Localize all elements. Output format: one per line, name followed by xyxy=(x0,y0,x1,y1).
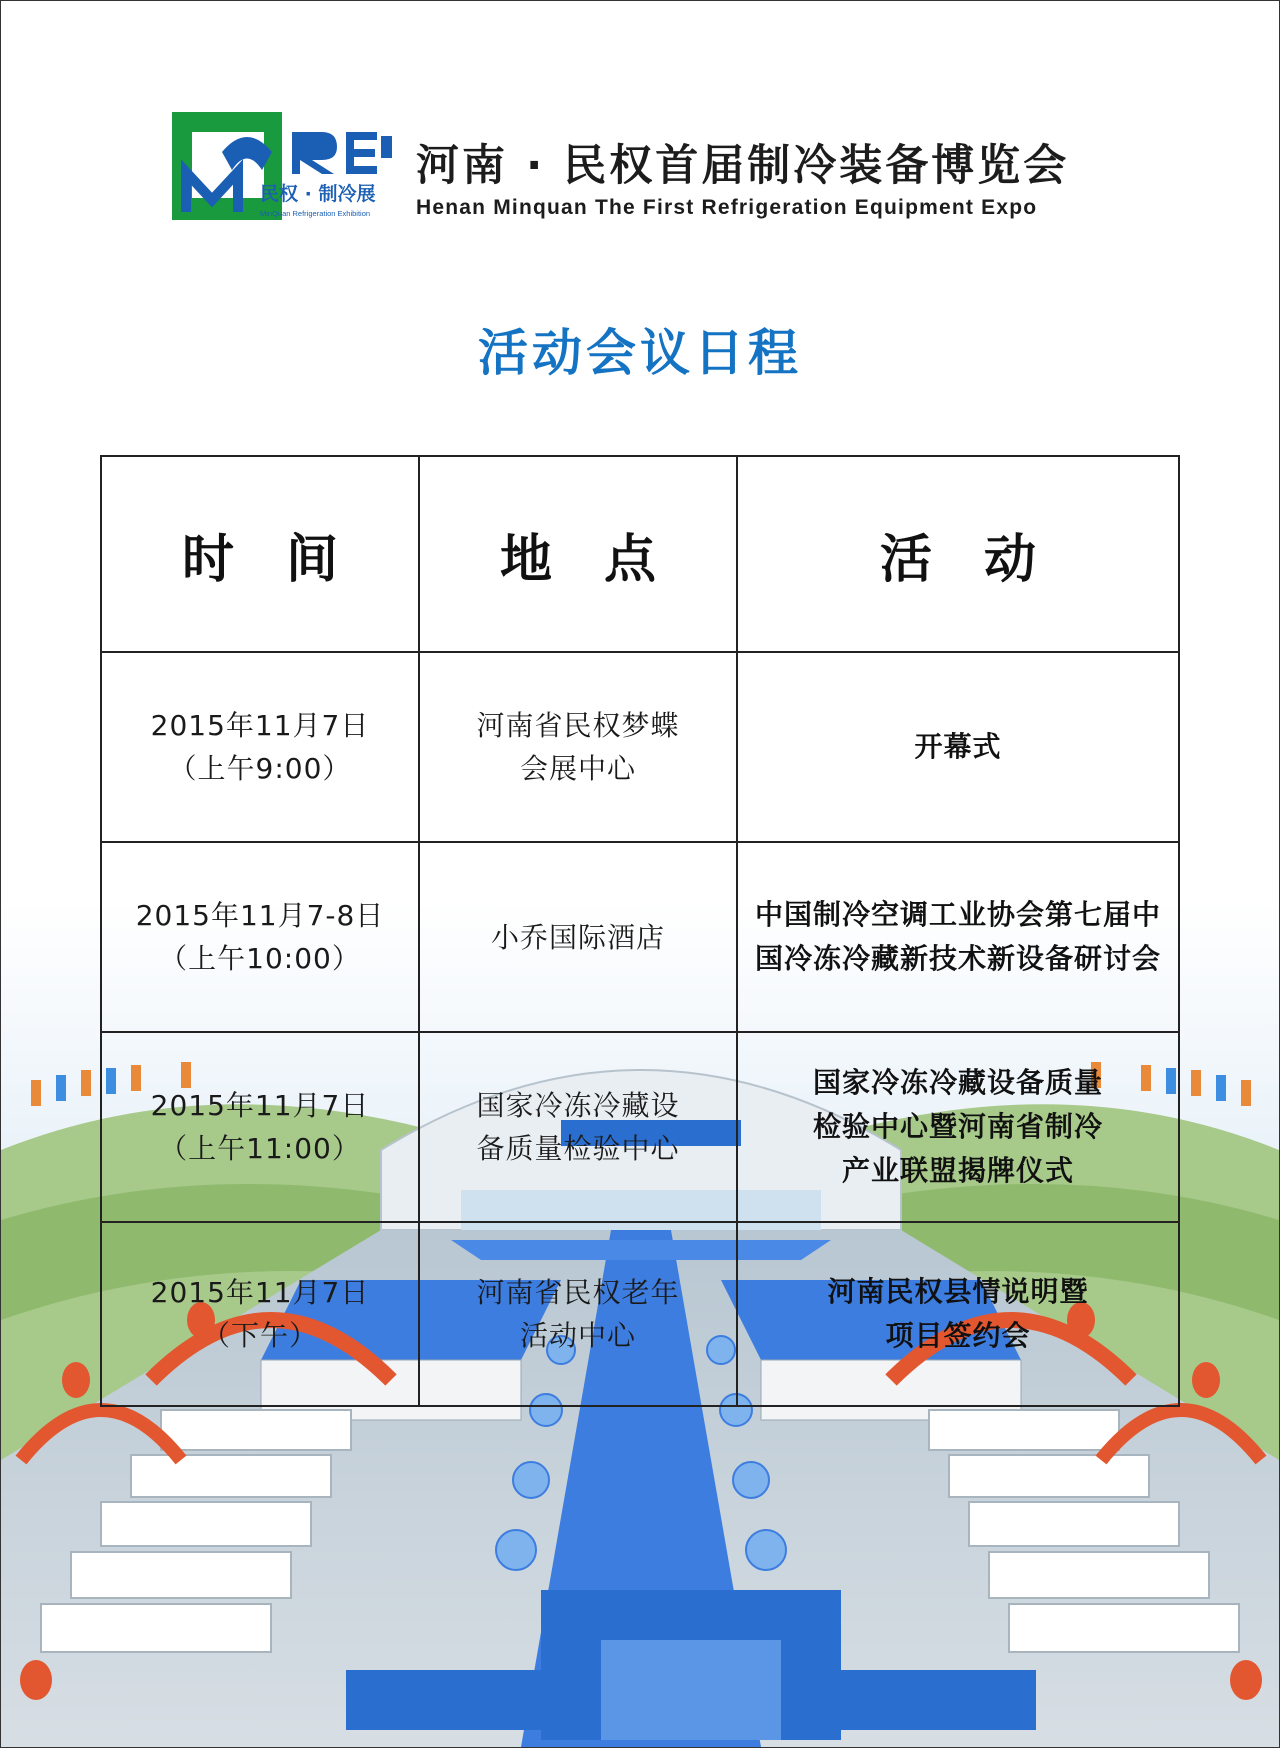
activity-cell: 中国制冷空调工业协会第七届中 国冷冻冷藏新技术新设备研讨会 xyxy=(754,898,1161,975)
expo-logo xyxy=(172,112,392,222)
activity-cell: 开幕式 xyxy=(914,730,1002,763)
table-header-row xyxy=(102,457,1178,653)
column-header-activity: 活 动 xyxy=(879,528,1036,590)
column-header-time: 时 间 xyxy=(102,457,420,651)
place-cell: 河南省民权梦蝶 会展中心 xyxy=(420,653,738,841)
svg-text:MinQuan Refrigeration Exhibiti: MinQuan Refrigeration Exhibition xyxy=(260,209,371,218)
table-row xyxy=(102,843,1178,1033)
table-row xyxy=(102,1223,1178,1405)
activity-cell: 河南民权县情说明暨 项目签约会 xyxy=(827,1275,1089,1352)
time-cell: 2015年11月7-8日 （上午10:00） xyxy=(102,843,420,1031)
expo-title-en: Henan Minquan The First Refrigeration Equipment Expo xyxy=(416,196,1038,219)
activity-cell: 国家冷冻冷藏设备质量 检验中心暨河南省制冷 产业联盟揭牌仪式 xyxy=(812,1066,1103,1187)
place-cell: 河南省民权老年 活动中心 xyxy=(420,1223,738,1405)
schedule-table xyxy=(100,455,1180,1407)
expo-title-cn: 河南 · 民权首届制冷装备博览会 xyxy=(416,141,1070,191)
table-row xyxy=(102,1033,1178,1223)
place-cell: 国家冷冻冷藏设 备质量检验中心 xyxy=(420,1033,738,1221)
time-cell: 2015年11月7日 （上午9:00） xyxy=(102,653,420,841)
expo-header xyxy=(172,112,1112,224)
table-row xyxy=(102,653,1178,843)
time-cell: 2015年11月7日 （下午） xyxy=(102,1223,420,1405)
column-header-place: 地 点 xyxy=(420,457,738,651)
place-cell: 小乔国际酒店 xyxy=(420,843,738,1031)
svg-text:民权 · 制冷展: 民权 · 制冷展 xyxy=(260,183,376,205)
page-title: 活动会议日程 xyxy=(478,324,802,382)
time-cell: 2015年11月7日 （上午11:00） xyxy=(102,1033,420,1221)
